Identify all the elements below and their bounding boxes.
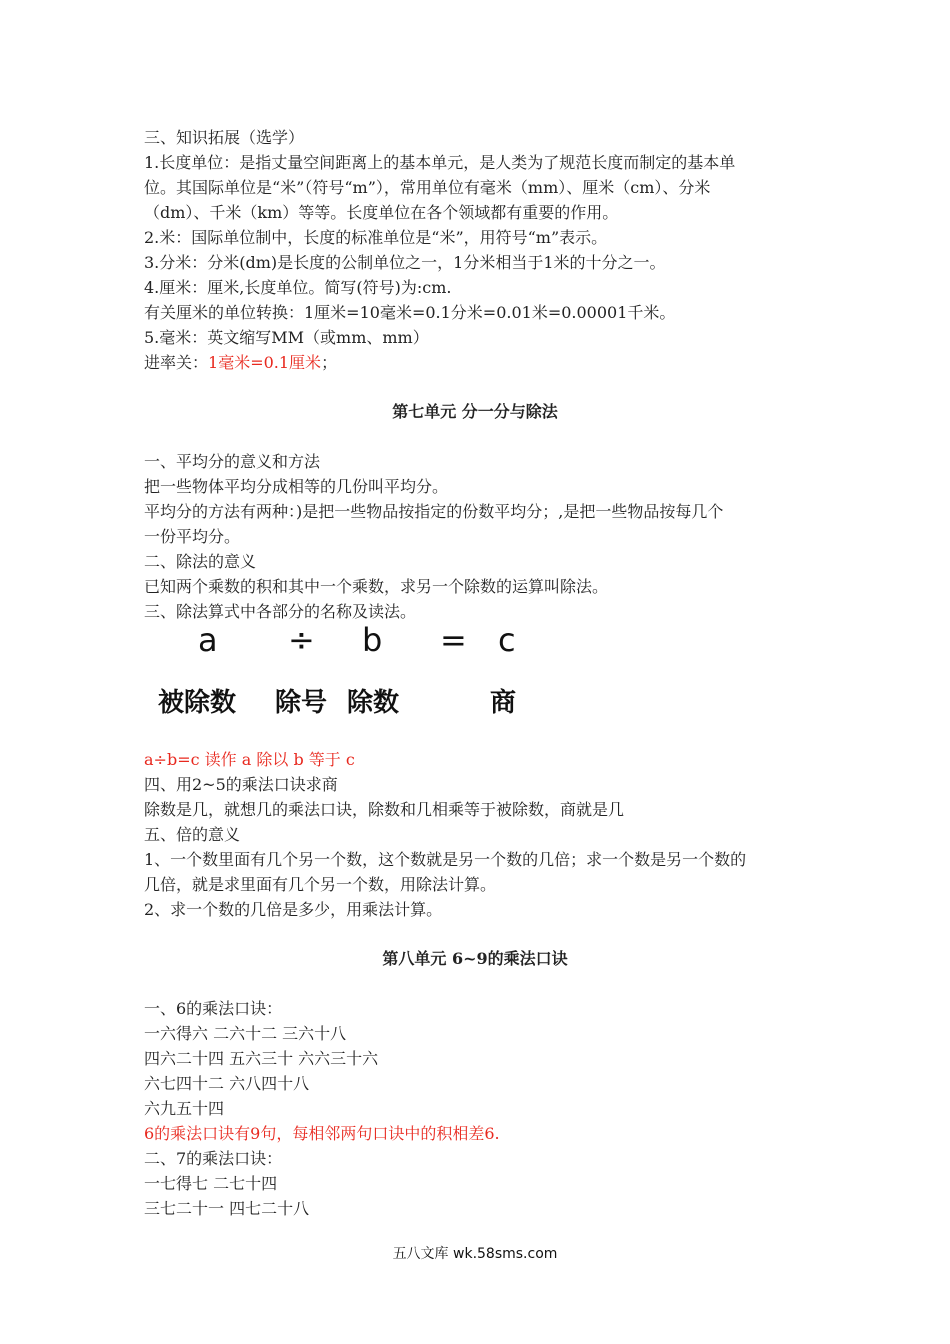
- page-footer: 五八文库 wk.58sms.com: [392, 1246, 558, 1262]
- label-quotient: 商: [490, 688, 517, 718]
- paragraph-line: 四六二十四 五六三十 六六三十六: [144, 1049, 379, 1068]
- paragraph-line: 三、除法算式中各部分的名称及读法。: [144, 602, 417, 621]
- rate-suffix: ；: [321, 353, 338, 372]
- formula-reading: a÷b=c 读作 a 除以 b 等于 c: [144, 750, 355, 769]
- paragraph-line: 3.分米：分米(dm)是长度的公制单位之一，1分米相当于1米的十分之一。: [144, 253, 666, 272]
- paragraph-line: 平均分的方法有两种：)是把一些物品按指定的份数平均分；,是把一些物品按每几个: [144, 502, 724, 521]
- formula-division-sign: ÷: [288, 621, 315, 659]
- formula-equals-sign: =: [440, 621, 467, 659]
- rate-highlight: 1毫米=0.1厘米: [208, 353, 322, 372]
- unit8-heading: 第八单元 6~9的乘法口诀: [382, 949, 568, 968]
- paragraph-line: 4.厘米：厘米,长度单位。简写(符号)为:cm.: [144, 278, 452, 297]
- paragraph-line: 四、用2~5的乘法口诀求商: [144, 775, 338, 794]
- section-heading: 三、知识拓展（选学）: [144, 128, 305, 147]
- paragraph-line: 二、除法的意义: [144, 552, 257, 571]
- rate-line: [144, 353, 337, 373]
- paragraph-line: 六九五十四: [144, 1099, 225, 1118]
- paragraph-line: 1.长度单位：是指丈量空间距离上的基本单元，是人类为了规范长度而制定的基本单: [144, 153, 736, 172]
- label-divisor: 除数: [347, 688, 400, 718]
- paragraph-line: 5.毫米：英文缩写MM（或mm、mm）: [144, 328, 429, 347]
- paragraph-line: 一七得七 二七十四: [144, 1174, 278, 1193]
- paragraph-line: （dm）、千米（km）等等。长度单位在各个领域都有重要的作用。: [144, 203, 619, 222]
- highlight-line: 6的乘法口诀有9句，每相邻两句口诀中的积相差6.: [144, 1124, 500, 1143]
- label-dividend: 被除数: [158, 688, 237, 718]
- paragraph-line: 六七四十二 六八四十八: [144, 1074, 310, 1093]
- paragraph-line: 2、求一个数的几倍是多少，用乘法计算。: [144, 900, 443, 919]
- formula-quotient-symbol: c: [498, 621, 516, 659]
- rate-prefix: 进率关：: [144, 353, 209, 372]
- paragraph-line: 五、倍的意义: [144, 825, 241, 844]
- formula-divisor-symbol: b: [362, 621, 383, 659]
- paragraph-line: 位。其国际单位是“米”（符号“m”），常用单位有毫米（mm）、厘米（cm）、分米: [144, 178, 711, 197]
- paragraph-line: 一、平均分的意义和方法: [144, 452, 321, 471]
- paragraph-line: 1、一个数里面有几个另一个数，这个数就是另一个数的几倍；求一个数是另一个数的: [144, 850, 747, 869]
- paragraph-line: 三七二十一 四七二十八: [144, 1199, 310, 1218]
- paragraph-line: 一份平均分。: [144, 527, 241, 546]
- paragraph-line: 二、7的乘法口诀：: [144, 1149, 283, 1168]
- unit7-heading: 第七单元 分一分与除法: [392, 402, 558, 421]
- paragraph-line: 除数是几，就想几的乘法口诀，除数和几相乘等于被除数，商就是几: [144, 800, 625, 819]
- paragraph-line: 已知两个乘数的积和其中一个乘数，求另一个除数的运算叫除法。: [144, 577, 609, 596]
- paragraph-line: 有关厘米的单位转换：1厘米=10毫米=0.1分米=0.01米=0.00001千米。: [144, 303, 676, 322]
- formula-dividend-symbol: a: [198, 621, 218, 659]
- paragraph-line: 一、6的乘法口诀：: [144, 999, 283, 1018]
- paragraph-line: 把一些物体平均分成相等的几份叫平均分。: [144, 477, 449, 496]
- paragraph-line: 几倍，就是求里面有几个另一个数，用除法计算。: [144, 875, 497, 894]
- label-division-sign: 除号: [275, 688, 328, 718]
- paragraph-line: 一六得六 二六十二 三六十八: [144, 1024, 347, 1043]
- paragraph-line: 2.米：国际单位制中，长度的标准单位是“米”，用符号“m”表示。: [144, 228, 608, 247]
